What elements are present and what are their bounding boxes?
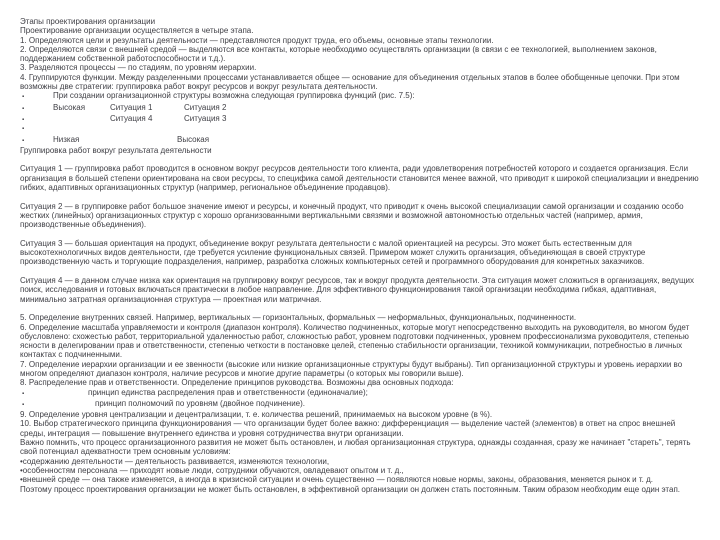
step-item-5: 5. Определение внутренних связей. Например, вертикальных — горизонтальных, формальных — неформальных, функциональных, подчиненности. [20, 313, 577, 323]
blank-line [20, 155, 702, 164]
square-bullet-icon: ▪ [22, 137, 25, 144]
principle-item-1: принцип единства распределения прав и ответственности (единоначалие); [88, 387, 368, 397]
matrix-spacer-row [20, 125, 702, 134]
step-item-2: 2. Определяются связи с внешней средой — выделяются все контакты, которые необходимо осуществлять организации (в связи с ее технологией, выполнением законов, поддержанием собственной работоспособности и т.д.). [20, 44, 657, 64]
matrix-cell-situation-3: Ситуация 3 [184, 113, 227, 123]
closing-paragraph: Поэтому процесс проектирования организации не может быть остановлен, в эффективной организации он должен стать постоянным. Таким образом необходим еще один этап. [20, 484, 680, 494]
matrix-row-bottom [20, 114, 702, 125]
matrix-row-top [20, 103, 702, 114]
square-bullet-icon: ▪ [22, 94, 25, 101]
matrix-y-low-label: Низкая [53, 134, 80, 144]
square-bullet-icon: ▪ [22, 390, 25, 397]
matrix-cell-situation-1: Ситуация 1 [110, 102, 153, 112]
matrix-x-high-label: Высокая [177, 134, 210, 144]
step-item-1: 1. Определяются цели и результаты деятельности — представляются продукт труда, его объемы, основные этапы технологии. [20, 35, 494, 45]
situation-2-paragraph: Ситуация 2 — в группировке работ большое значение имеют и ресурсы, и конечный продукт, что приводит к очень высокой специализации самой организации и созданию особо жестких (линейных) организационных структур с хорошо организованными вертикальными связями и возможной автономностью отдельных частей (например, армия, производственные объединения). [20, 201, 684, 230]
aging-note-paragraph: Важно помнить, что процесс организационного развития не может быть остановлен, и любая организационная структура, однажды созданная, сразу же начинает "стареть", терять свой потенциал адекватности трем основным условиям: [20, 438, 691, 457]
step-item-7: 7. Определение иерархии организации и ее звенности (высокие или низкие организационные структуры будут выбраны). Тип организационной структуры и уровень иерархии во многом определяют диапазон контроля, наличие ресурсов и многие другие параметры (о которых мы говорили выше). [20, 359, 683, 378]
blank-line [20, 230, 702, 239]
square-bullet-icon: ▪ [22, 105, 25, 112]
intro-line: Проектирование организации осуществляется в четыре этапа. [20, 26, 254, 36]
matrix-note: При создании организационной структуры возможна следующая группировка функций (рис. 7.5): [53, 91, 415, 101]
doc-title: Этапы проектирования организации [20, 17, 156, 26]
situation-4-paragraph: Ситуация 4 — в данном случае низка как ориентация на группировку вокруг ресурсов, так и вокруг продукта деятельности. Эта ситуация может сложиться в организациях, ведущих поиск, исследования и готовых включаться практически в любое направление. Для эффективного функционирования такой организации необходима гибкая, адаптивная, минимально затратная организационная структура — проектная или матричная. [20, 276, 695, 304]
step-item-8: 8. Распределение прав и ответственности. Определение принципов руководства. Возможны два основных подхода: [20, 378, 454, 388]
aging-bullet-personnel: •особенностям персонала — приходят новые люди, сотрудники обучаются, овладевают опытом и т. д., [20, 465, 404, 475]
matrix-x-axis-row [20, 135, 702, 146]
principle-item-2: принцип полномочий по уровням (двойное подчинение). [95, 398, 305, 408]
step-item-4: 4. Группируются функции. Между разделенными процессами устанавливается общее — основание для объединения отдельных этапов в более обобщенные цепочки. При этом возможны две стратегии: группировка работ вокруг ресурсов и вокруг результата деятельности. [20, 72, 680, 92]
blank-line [20, 304, 702, 313]
aging-bullet-activity: •содержанию деятельности — деятельность развивается, изменяются технологии, [20, 456, 330, 466]
blank-line [20, 267, 702, 276]
matrix-cell-situation-2: Ситуация 2 [184, 102, 227, 112]
step-item-10: 10. Выбор стратегического принципа функционирования — что организации будет более важно: дифференциация — выделение частей (элементов) в ответ на спрос внешней среды, интеграция — повышение внутреннего единства и уровня сотрудничества внутри организации. [20, 419, 676, 438]
step-item-3: 3. Разделяются процессы — по стадиям, по уровням иерархии. [20, 63, 257, 73]
blank-line [20, 192, 702, 201]
principle-row-1 [20, 388, 702, 399]
square-bullet-icon: ▪ [22, 116, 25, 123]
matrix-cell-situation-4: Ситуация 4 [110, 113, 153, 123]
matrix-x-axis-caption: Группировка работ вокруг результата деятельности [20, 145, 212, 155]
step-item-9: 9. Определение уровня централизации и децентрализации, т. е. количества решений, принимаемых на высоком уровне (в %). [20, 410, 493, 420]
matrix-y-high-label: Высокая [53, 102, 86, 112]
matrix-note-row [20, 91, 702, 102]
square-bullet-icon: ▪ [22, 401, 25, 408]
square-bullet-icon: ▪ [22, 126, 25, 133]
situation-3-paragraph: Ситуация 3 — большая ориентация на продукт, объединение вокруг результата деятельности с малой ориентацией на ресурсы. Это может быть естественным для высокотехнологичных видов деятельности, где требуется усиление функциональных связей. Примером может служить организация, объединяющая в своей структуре производственную часть и торгующие подразделения, например, разработка сложных компьютерных сетей и программного оборудования для конкретных заказчиков. [20, 238, 646, 267]
situation-1-paragraph: Ситуация 1 — группировка работ проводится в основном вокруг ресурсов деятельности того клиента, ради удовлетворения потребностей которого и создается организация. Если организация в большей степени ориентирована на свои ресурсы, то специфика самой деятельности становится менее важной, что приводит к широкой специализации и внедрению гибких, адаптивных организационных структур (например, региональное объединение продавцов). [20, 164, 699, 193]
principle-row-2 [20, 399, 702, 410]
aging-bullet-environment: •внешней среде — она также изменяется, а иногда в кризисной ситуации и очень существенно — появляются новые нормы, законы, образования, меняется рынок и т. д. [20, 475, 653, 485]
step-item-6: 6. Определение масштаба управляемости и контроля (диапазон контроля). Количество подчиненных, которые могут непосредственно выходить на руководителя, во многом будет обусловлено: схожестью работ, территориальной удаленностью работ, сложностью работ, уровнем подготовки подчиненных, уровнем профессионализма руководителя, степенью ясности в делегировании прав и ответственности, степенью четкости в постановке целей, степенью стабильности организации, техникой коммуникации, потребностью в личных контактах с подчиненными. [20, 322, 690, 360]
